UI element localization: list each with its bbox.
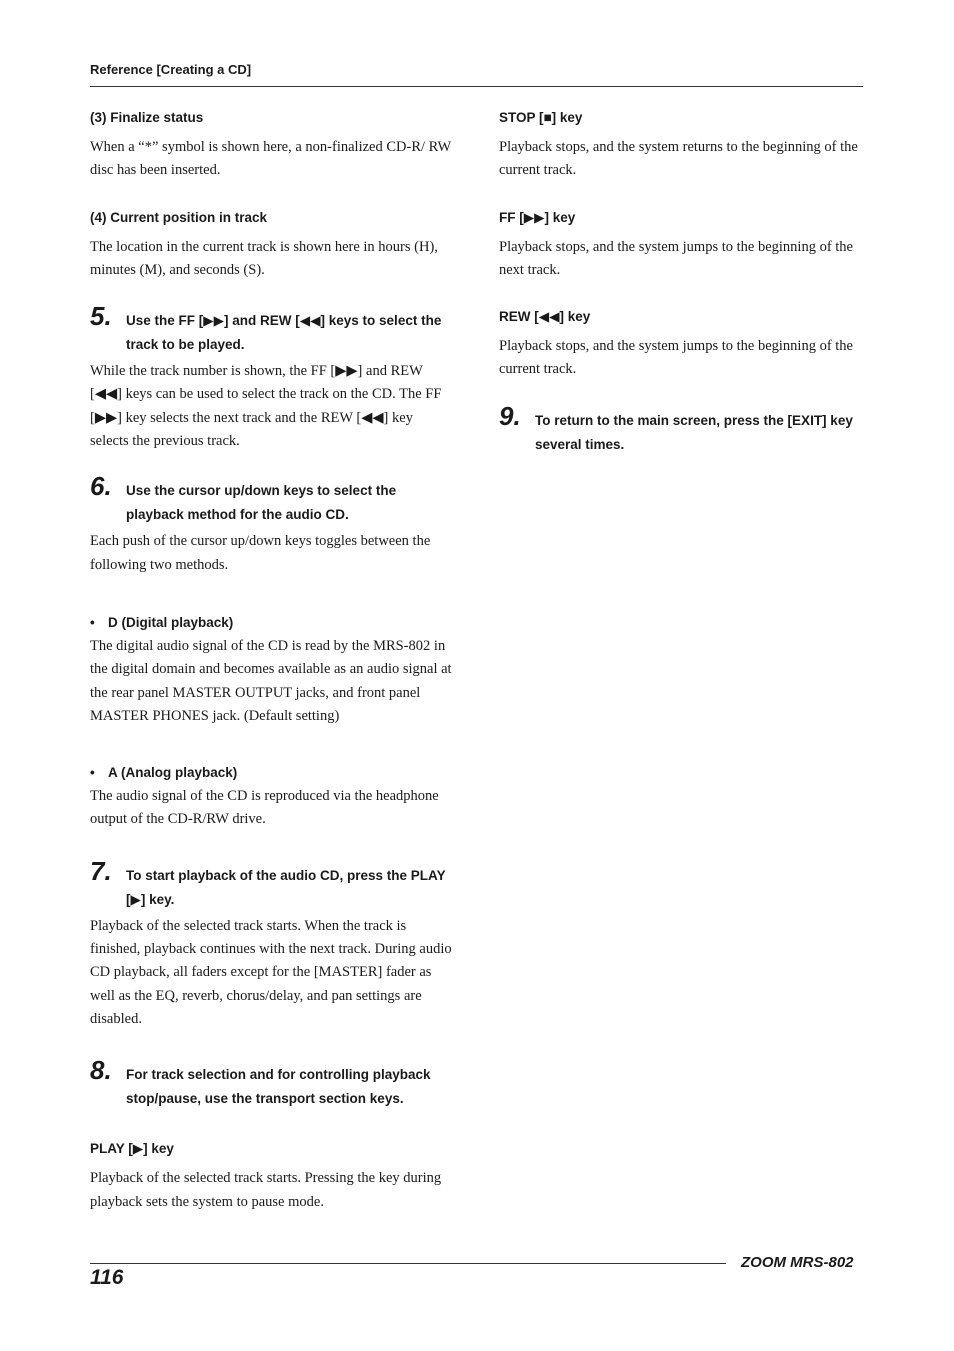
step-7	[90, 855, 452, 912]
step-6-text: Use the cursor up/down keys to select the playback method for the audio CD.	[126, 483, 397, 523]
digital-playback-text: The digital audio signal of the CD is read by the MRS-802 in the digital domain and becomes available as an audio signal at the rear panel MASTER OUTPUT jacks, and front panel MASTER PHONES jack. (Default setting)	[90, 637, 452, 724]
step-6-number: 6.	[90, 471, 112, 502]
step-8-number: 8.	[90, 1055, 112, 1086]
play-key-text: Playback of the selected track starts. Pressing the key during playback sets the system to pause mode.	[90, 1170, 442, 1210]
analog-playback-text: The audio signal of the CD is reproduced via the headphone output of the CD-R/RW drive.	[90, 788, 439, 828]
ff-key-text: Playback stops, and the system jumps to the beginning of the next track.	[499, 238, 853, 278]
step-7-number: 7.	[90, 855, 112, 886]
finalize-status-title: (3) Finalize status	[90, 110, 204, 125]
step-5-number: 5.	[90, 301, 112, 332]
header-title: Reference [Creating a CD]	[90, 62, 252, 77]
rew-key-title: REW [◀◀] key	[499, 309, 591, 325]
step-9-text: To return to the main screen, press the [EXIT] key several times.	[535, 412, 853, 452]
stop-key-text: Playback stops, and the system returns to the beginning of the current track.	[499, 139, 858, 179]
stop-key-title: STOP [■] key	[499, 110, 583, 125]
step-5	[90, 301, 452, 357]
current-position-title: (4) Current position in track	[90, 209, 268, 225]
analog-playback-title	[90, 763, 452, 783]
play-key-title: PLAY [▶] key	[90, 1141, 174, 1157]
current-position-text: The location in the current track is shown here in hours (H), minutes (M), and seconds (S).	[90, 238, 438, 278]
analog-playback-label: A (Analog playback)	[108, 765, 238, 781]
bullet: •	[90, 765, 95, 781]
finalize-status-text: When a “*” symbol is shown here, a non-finalized CD-R/ RW disc has been inserted.	[90, 139, 451, 179]
step-9-number: 9.	[499, 400, 521, 431]
step-7-body: Playback of the selected track starts. When the track is finished, playback continues with the next track. During audio CD playback, all faders except for the [MASTER] fader as well as the EQ, reverb, chorus/delay, and pan settings are disabled.	[90, 917, 452, 1027]
page-number: 116	[90, 1266, 124, 1289]
step-6-body: Each push of the cursor up/down keys toggles between the following two methods.	[90, 533, 431, 573]
digital-playback-label: D (Digital playback)	[108, 614, 234, 630]
right-column	[499, 108, 861, 457]
step-6	[90, 471, 452, 527]
step-9	[499, 400, 861, 457]
step-5-body: While the track number is shown, the FF [▶▶] and REW [◀◀] keys can be used to select the track on the CD. The FF [▶▶] key selects the next track and the REW [◀◀] key selects the previous track.	[90, 363, 442, 450]
step-8-text: For track selection and for controlling playback stop/pause, use the transport section keys.	[126, 1067, 431, 1107]
step-7-text: To start playback of the audio CD, press the PLAY [▶] key.	[126, 867, 446, 907]
step-5-text: Use the FF [▶▶] and REW [◀◀] keys to select the track to be played.	[126, 313, 442, 353]
ff-key-title: FF [▶▶] key	[499, 209, 576, 225]
step-8	[90, 1055, 452, 1111]
left-column	[90, 108, 452, 1214]
header-rule	[90, 86, 863, 87]
footer-brand: ZOOM MRS-802	[741, 1254, 854, 1271]
rew-key-text: Playback stops, and the system jumps to the beginning of the current track.	[499, 338, 853, 378]
footer-rule	[90, 1263, 726, 1264]
bullet: •	[90, 614, 95, 630]
digital-playback-title	[90, 613, 452, 633]
